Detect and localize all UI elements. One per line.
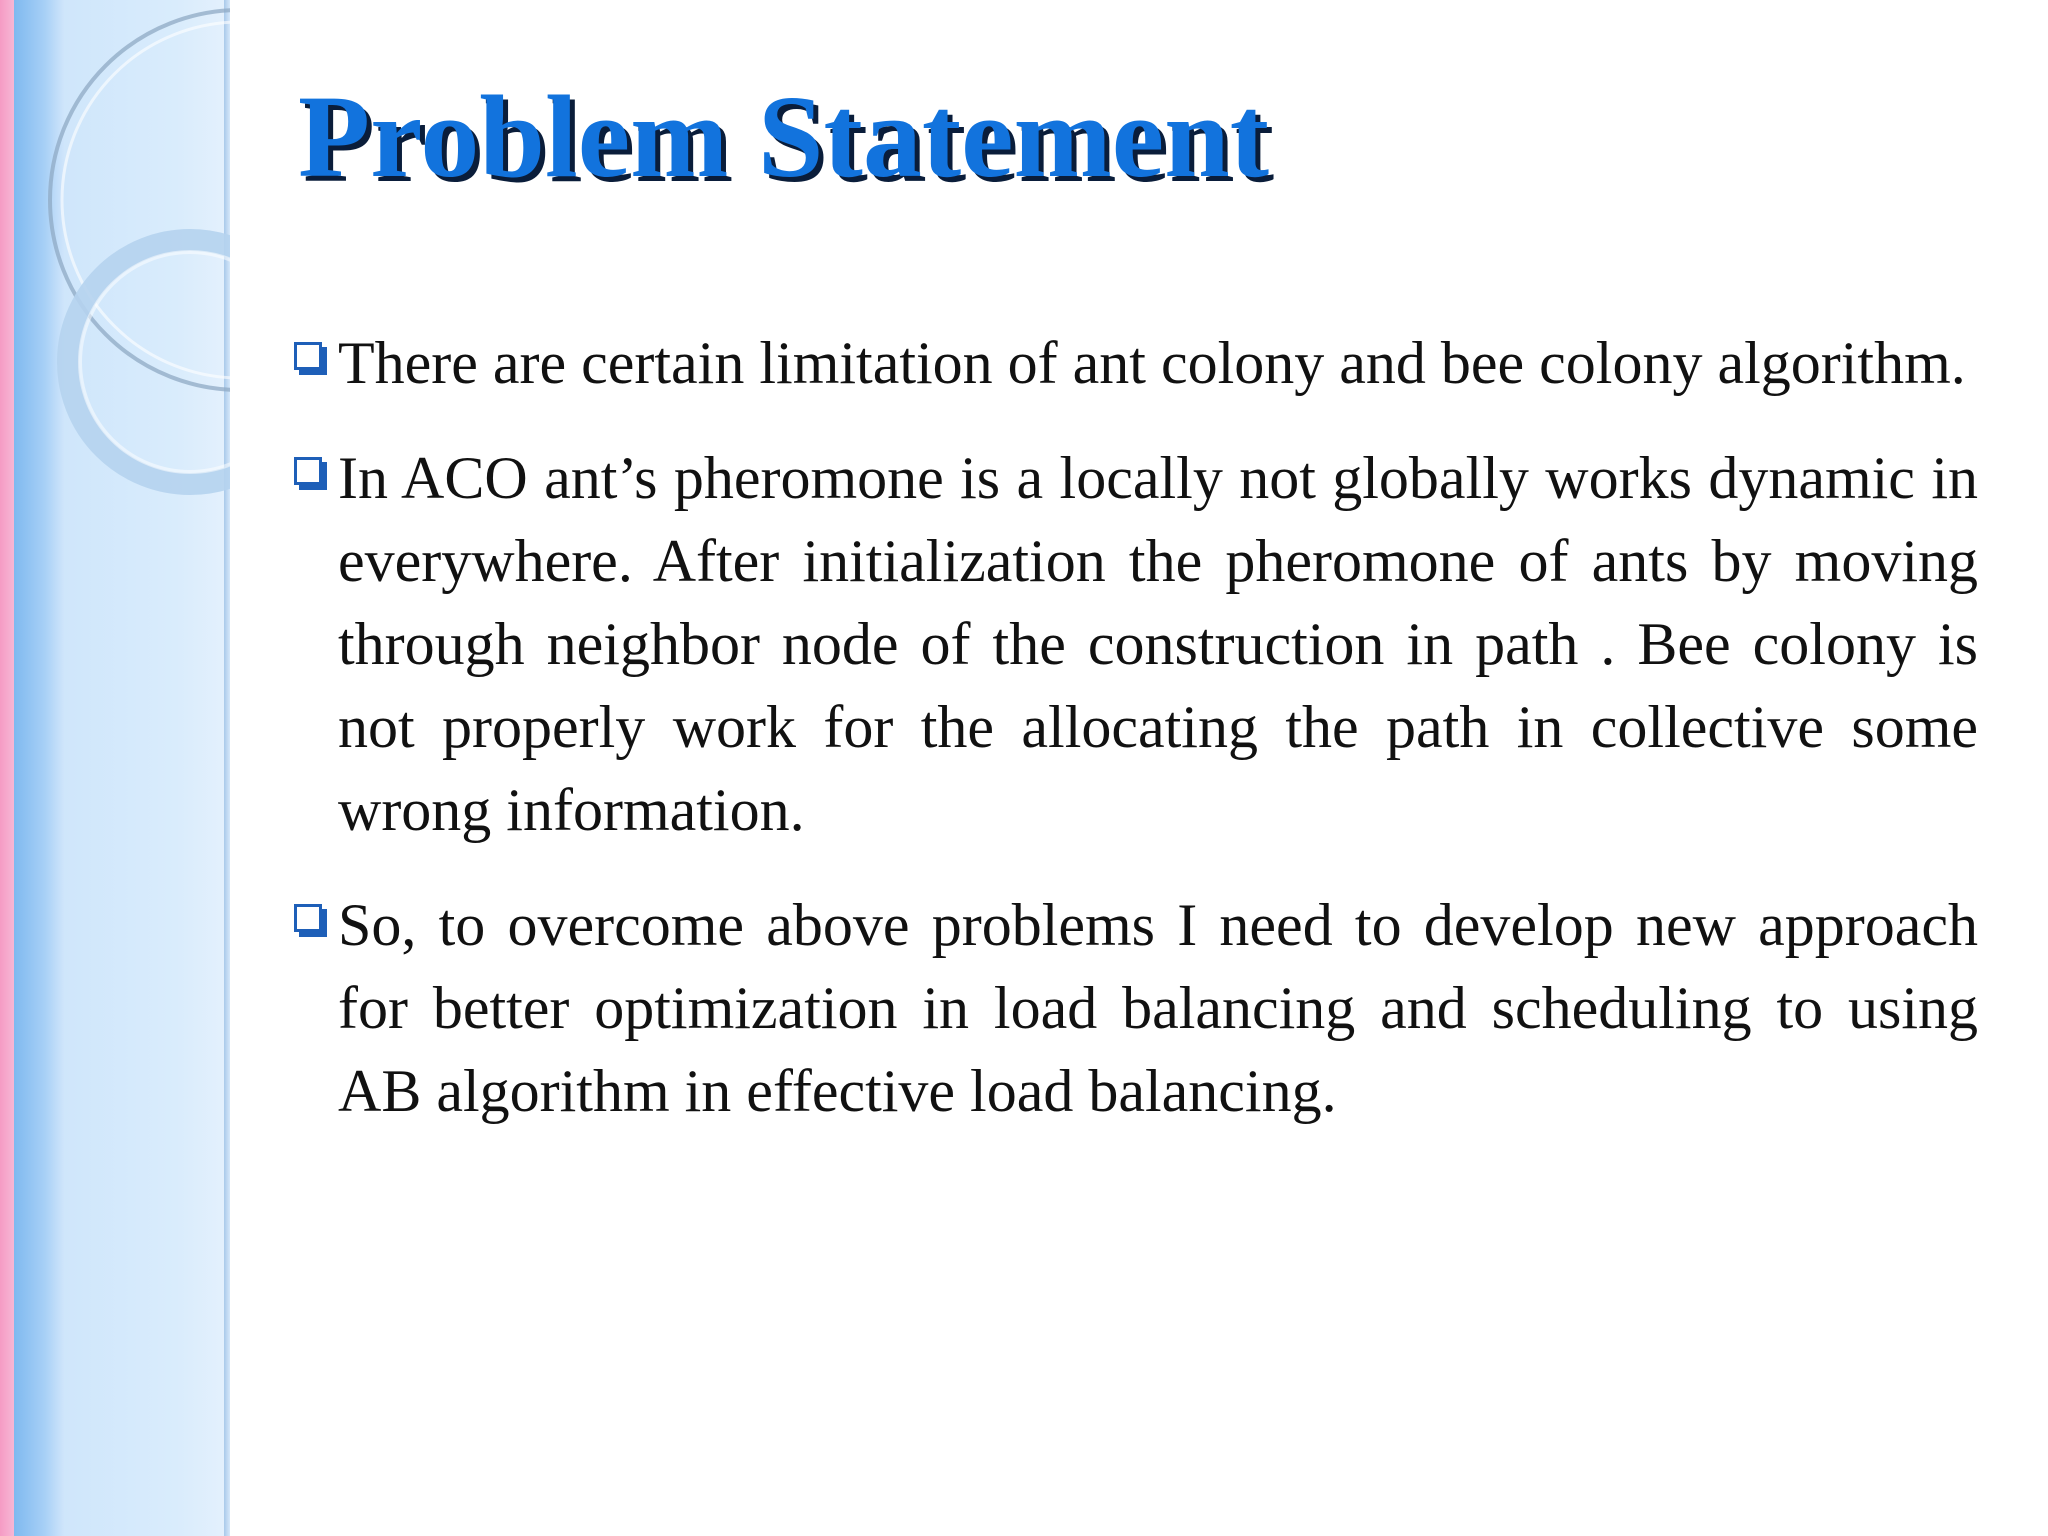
hollow-square-bullet-icon	[294, 457, 322, 485]
bullet-text: In ACO ant’s pheromone is a locally not globally works dynamic in everywhere. After initialization the pheromone of ants by moving through neighbor node of the construction in path . Bee colony is not properly work for the allocating the path in collective some wrong information.	[338, 445, 1978, 843]
slide-title: Problem Statement	[298, 71, 1270, 202]
bullet-point	[290, 322, 1978, 405]
bullet-point	[290, 884, 1978, 1133]
left-decorative-band	[0, 0, 230, 1536]
bullet-text: So, to overcome above problems I need to develop new approach for better optimization in load balancing and scheduling to using AB algorithm in effective load balancing.	[338, 892, 1978, 1124]
bullet-text: There are certain limitation of ant colony and bee colony algorithm.	[338, 330, 1966, 396]
hollow-square-bullet-icon	[294, 342, 322, 370]
decorative-circles-icon	[0, 0, 230, 600]
hollow-square-bullet-icon	[294, 904, 322, 932]
bullet-list	[290, 322, 1978, 1165]
bullet-point	[290, 437, 1978, 852]
